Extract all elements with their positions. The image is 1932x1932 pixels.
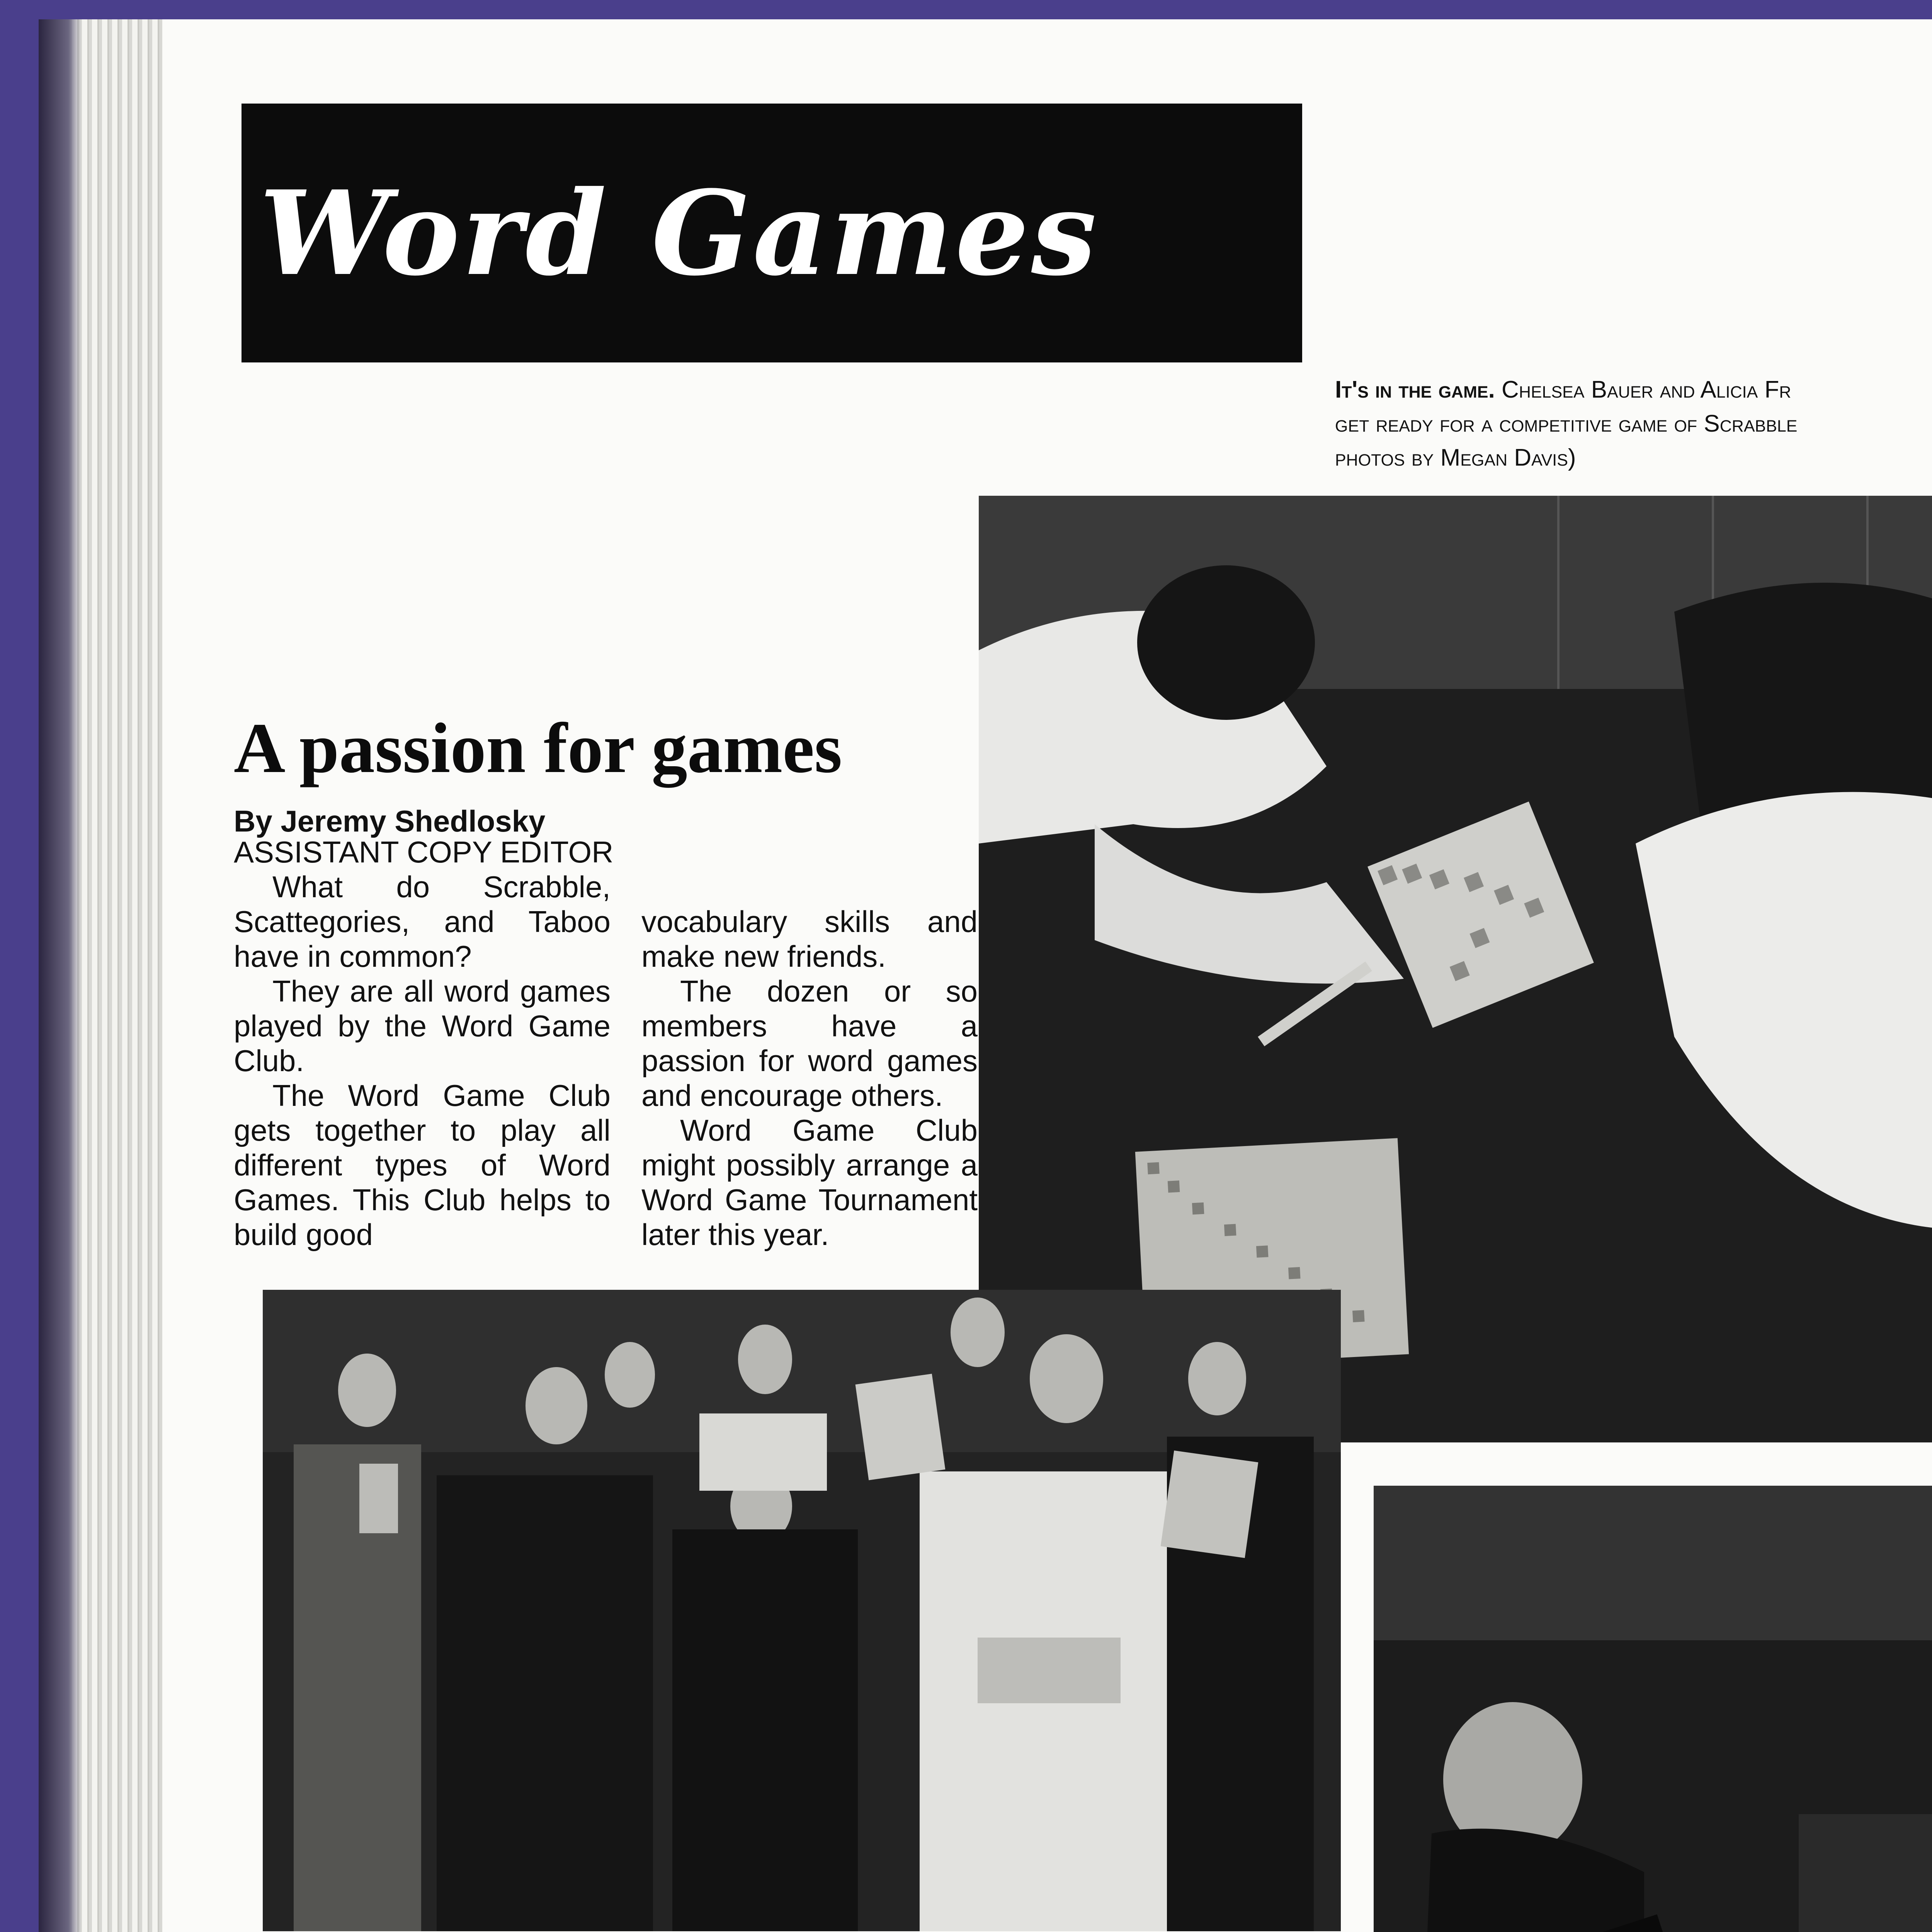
article-paragraph: vocabulary skills and make new friends.	[641, 905, 978, 973]
article-byline: By Jeremy Shedlosky	[234, 804, 546, 838]
page-title: Word Games	[259, 165, 1099, 301]
title-banner	[242, 104, 1302, 362]
caption-top-line2: get ready for a competitive game of Scrabble	[1335, 410, 1798, 437]
article-paragraph: They are all word games played by the Word Game Club.	[234, 974, 611, 1078]
yearbook-page	[39, 19, 1932, 1932]
article-headline: A passion for games	[234, 709, 842, 788]
article-column-1	[234, 869, 611, 1252]
article-column-2	[641, 904, 978, 1252]
photo-group-art	[263, 1290, 1341, 1931]
caption-top-line1: Chelsea Bauer and Alicia Fr	[1495, 376, 1791, 403]
caption-top-lead: It's in the game.	[1335, 376, 1495, 403]
photo-group	[263, 1290, 1341, 1931]
photo-searching-art	[1374, 1486, 1932, 1932]
spine-shadow	[39, 19, 81, 1932]
article-role: ASSISTANT COPY EDITOR	[234, 835, 614, 869]
caption-top	[1335, 373, 1932, 475]
article-paragraph: The Word Game Club gets together to play all different types of Word Games. This Club helps to build good	[234, 1078, 611, 1252]
article-paragraph: The dozen or so members have a passion for word games and encourage others.	[641, 974, 978, 1112]
caption-top-line3: photos by Megan Davis)	[1335, 444, 1576, 471]
article-paragraph: Word Game Club might possibly arrange a Word Game Tournament later this year.	[641, 1113, 978, 1252]
article-paragraph: What do Scrabble, Scattegories, and Taboo have in common?	[234, 870, 611, 973]
photo-searching	[1374, 1486, 1932, 1932]
